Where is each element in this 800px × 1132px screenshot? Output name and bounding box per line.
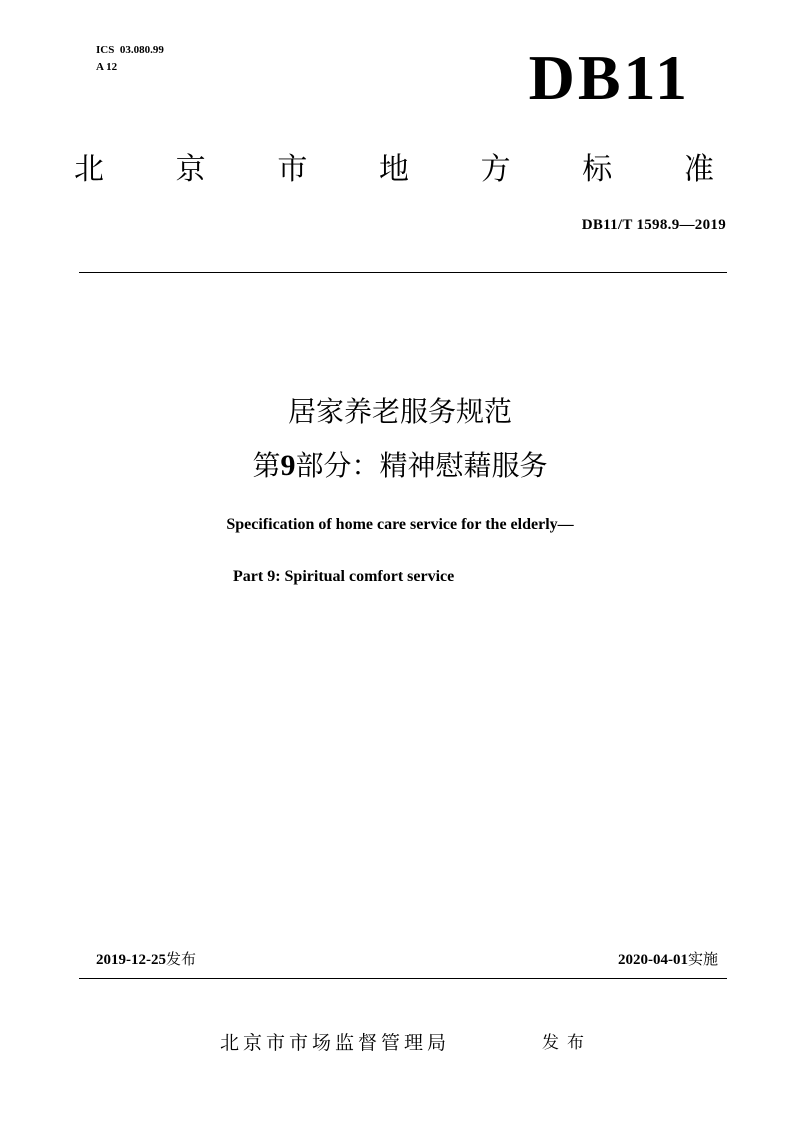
standard-number: DB11/T 1598.9—2019 xyxy=(581,217,726,233)
issue-date-group xyxy=(96,948,196,971)
issue-label: 发布 xyxy=(166,950,197,968)
document-title-main: 居家养老服务规范 xyxy=(287,395,512,428)
implement-label: 实施 xyxy=(687,950,718,968)
ccs-code: A 12 xyxy=(96,61,118,73)
publish-label: 发布 xyxy=(542,1033,592,1053)
title-part-number: 9 xyxy=(280,449,296,482)
publisher-name: 北京市市场监督管理局 xyxy=(220,1032,451,1054)
authority-char: 北 xyxy=(74,152,104,187)
english-title-part: Part 9: Spiritual comfort service xyxy=(233,568,455,585)
authority-char: 准 xyxy=(683,152,714,187)
document-title-part xyxy=(0,446,800,486)
date-bar xyxy=(96,948,718,971)
issue-date: 2019-12-25 xyxy=(96,952,166,968)
implement-date-group xyxy=(618,948,718,971)
classification-codes xyxy=(96,42,164,76)
authority-char: 地 xyxy=(378,152,409,187)
header-divider xyxy=(79,272,727,273)
authority-char: 京 xyxy=(175,152,206,187)
title-part-prefix: 第 xyxy=(252,449,281,482)
ics-code: ICS 03.080.99 xyxy=(96,44,164,56)
authority-char: 标 xyxy=(582,152,613,187)
implement-date: 2020-04-01 xyxy=(617,952,688,968)
authority-char: 市 xyxy=(277,152,308,187)
authority-char: 方 xyxy=(480,152,511,187)
standard-authority-title xyxy=(74,150,714,190)
standard-code-logo: DB11 xyxy=(528,42,690,113)
footer-divider xyxy=(79,978,727,979)
title-part-name: 部分：精神慰藉服务 xyxy=(295,449,548,482)
english-title-main: Specification of home care service for the elderly— xyxy=(226,516,574,533)
